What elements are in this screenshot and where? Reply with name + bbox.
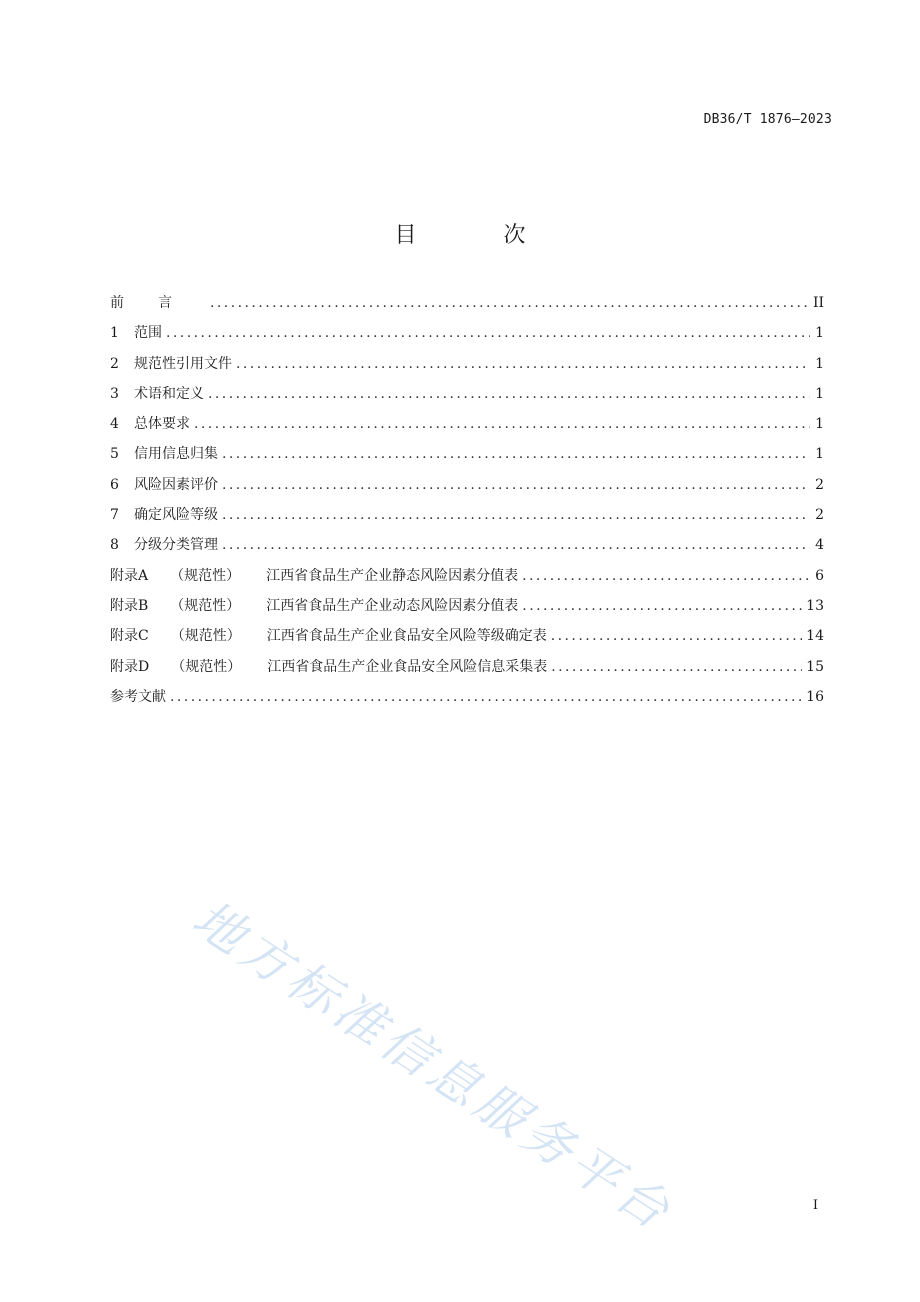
toc-entry-title: 前言 — [110, 295, 206, 311]
toc-entry-title: 江西省食品生产企业动态风险因素分值表 — [266, 597, 519, 614]
toc-entry-title: 江西省食品生产企业食品安全风险等级确定表 — [266, 628, 547, 645]
toc-entry-title: 参考文献 — [110, 688, 166, 705]
toc-appendix-number: 附录D — [110, 658, 150, 675]
toc-section-number: 3 — [110, 385, 119, 402]
toc-entry-appendix-c[interactable] — [110, 625, 824, 655]
toc-entry-section-3[interactable] — [110, 383, 824, 413]
toc-page-number: 1 — [815, 416, 824, 433]
toc-section-number: 1 — [110, 325, 119, 342]
toc-entry-references[interactable] — [110, 686, 824, 716]
toc-entry-appendix-d[interactable] — [110, 656, 824, 686]
toc-section-number: 8 — [110, 537, 119, 554]
toc-entry-title: 规范性引用文件 — [134, 355, 232, 372]
toc-entry-section-6[interactable] — [110, 474, 824, 504]
toc-entry-section-4[interactable] — [110, 413, 824, 443]
table-of-contents — [110, 292, 824, 716]
toc-entry-preface[interactable] — [110, 292, 824, 322]
toc-page-number: 1 — [815, 355, 824, 372]
toc-leader-dots — [236, 356, 810, 372]
toc-appendix-note: （规范性） — [171, 658, 242, 675]
toc-page-number: 13 — [806, 597, 824, 614]
toc-page-number: 4 — [815, 537, 824, 554]
toc-leader-dots — [222, 537, 810, 553]
toc-leader-dots — [210, 295, 809, 311]
toc-leader-dots — [522, 598, 802, 614]
toc-appendix-note: （规范性） — [170, 628, 241, 645]
toc-leader-dots — [222, 507, 810, 523]
toc-page-number: 1 — [815, 385, 824, 402]
toc-section-number: 4 — [110, 416, 119, 433]
toc-entry-appendix-a[interactable] — [110, 565, 824, 595]
toc-entry-title: 风险因素评价 — [134, 476, 218, 493]
toc-page-number: 6 — [815, 567, 824, 584]
toc-entry-title: 确定风险等级 — [134, 507, 218, 524]
toc-entry-title: 信用信息归集 — [134, 446, 218, 463]
toc-section-number: 6 — [110, 476, 119, 493]
toc-appendix-number: 附录A — [110, 567, 149, 584]
watermark-text: 地方标准信息服务平台 — [182, 889, 684, 1243]
toc-appendix-number: 附录C — [110, 628, 149, 645]
toc-page-number: 16 — [806, 688, 824, 705]
toc-entry-section-2[interactable] — [110, 353, 824, 383]
toc-leader-dots — [522, 568, 810, 584]
document-code: DB36/T 1876—2023 — [703, 112, 832, 127]
page-number: I — [812, 1198, 818, 1213]
toc-entry-section-8[interactable] — [110, 534, 824, 564]
toc-leader-dots — [222, 446, 810, 462]
toc-leader-dots — [551, 659, 802, 675]
toc-page-number: 1 — [815, 325, 824, 342]
toc-page-number: 14 — [806, 628, 824, 645]
toc-entry-appendix-b[interactable] — [110, 595, 824, 625]
toc-entry-section-7[interactable] — [110, 504, 824, 534]
toc-entry-title: 江西省食品生产企业食品安全风险信息采集表 — [267, 658, 548, 675]
toc-leader-dots — [222, 477, 810, 493]
page-title: 目 次 — [394, 223, 566, 248]
toc-entry-title: 分级分类管理 — [134, 537, 218, 554]
toc-section-number: 7 — [110, 507, 119, 524]
toc-leader-dots — [551, 628, 802, 644]
toc-leader-dots — [208, 386, 810, 402]
toc-page-number: 2 — [815, 507, 824, 524]
toc-page-number: 15 — [806, 658, 824, 675]
toc-leader-dots — [194, 416, 810, 432]
toc-section-number: 5 — [110, 446, 119, 463]
toc-appendix-number: 附录B — [110, 597, 149, 614]
toc-leader-dots — [166, 325, 810, 341]
toc-entry-title: 江西省食品生产企业静态风险因素分值表 — [266, 567, 519, 584]
toc-appendix-note: （规范性） — [170, 567, 241, 584]
toc-appendix-note: （规范性） — [170, 597, 241, 614]
toc-leader-dots — [170, 689, 802, 705]
toc-page-number: II — [812, 295, 824, 311]
toc-entry-title: 总体要求 — [134, 416, 190, 433]
toc-entry-section-1[interactable] — [110, 322, 824, 352]
toc-entry-section-5[interactable] — [110, 443, 824, 473]
toc-page-number: 1 — [815, 446, 824, 463]
toc-section-number: 2 — [110, 355, 119, 372]
toc-entry-title: 范围 — [134, 325, 162, 342]
toc-page-number: 2 — [815, 476, 824, 493]
toc-entry-title: 术语和定义 — [134, 385, 204, 402]
